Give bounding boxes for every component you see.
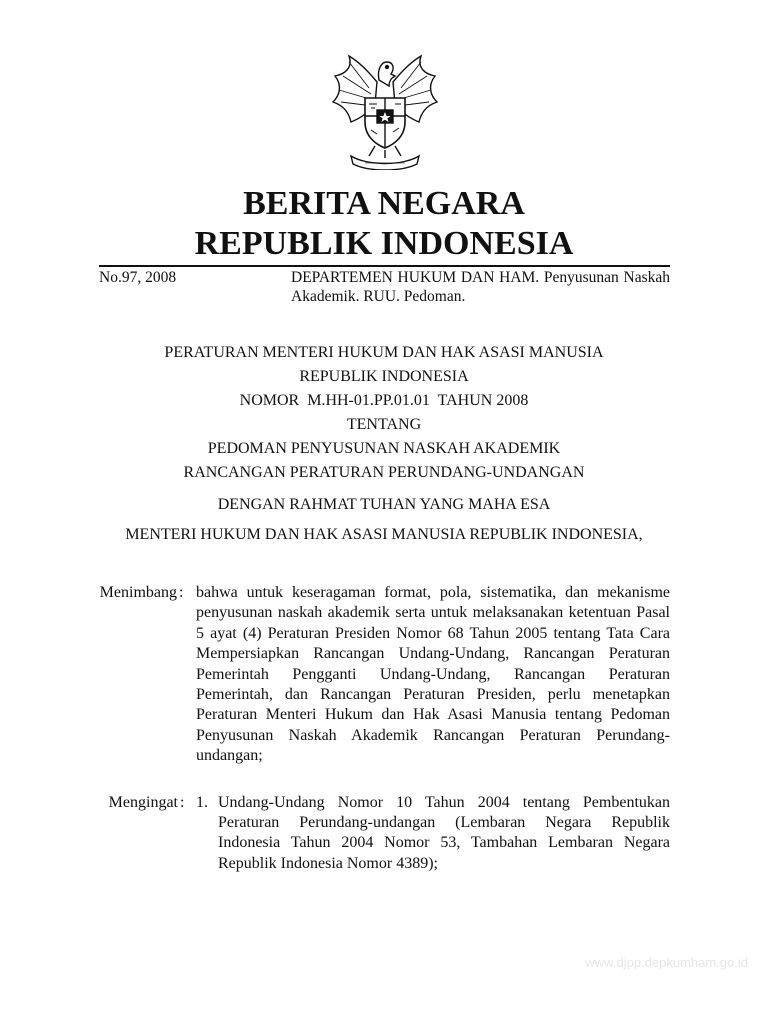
gazette-number: No.97, 2008 bbox=[99, 269, 177, 286]
mengingat-colon: : bbox=[180, 794, 185, 811]
regulation-title-line2: REPUBLIK INDONESIA bbox=[299, 368, 469, 385]
regulation-title-line1: PERATURAN MENTERI HUKUM DAN HAK ASASI MANUSIA bbox=[164, 344, 604, 361]
regulation-tentang: TENTANG bbox=[346, 416, 422, 433]
blessing-line: DENGAN RAHMAT TUHAN YANG MAHA ESA bbox=[217, 496, 551, 513]
menimbang-label: Menimbang bbox=[99, 584, 177, 601]
gazette-title-line2: REPUBLIK INDONESIA bbox=[194, 225, 574, 262]
menimbang-text: bahwa untuk keseragaman format, pola, sistematika, dan mekanisme penyusunan naskah akademik serta untuk melaksanakan ketentuan Pasal 5 ayat (4) Peraturan Presiden Nomor 68 Tahun 2005 tentang Tata Cara Mempersiapkan Rancangan Undang-Undang, Rancangan Peraturan Pemerintah Pengganti Undang-Undang, Rancangan Peraturan Pemerintah, dan Rancangan Peraturan Presiden, perlu menetapkan Peraturan Menteri Hukum dan Hak Asasi Manusia tentang Pedoman Penyusunan Naskah Akademik Rancangan Peraturan Perundang-undangan; bbox=[196, 584, 670, 765]
mengingat-item-text: Undang-Undang Nomor 10 Tahun 2004 tentang Pembentukan Peraturan Perundang-undangan (Lembaran Negara Republik Indonesia Tahun 2004 Nomor 53, Tambahan Lembaran Negara Republik Indonesia Nomor 4389); bbox=[218, 794, 670, 872]
watermark-url: www.djpp.depkumham.go.id bbox=[585, 955, 748, 970]
gazette-title-line1: BERITA NEGARA bbox=[243, 185, 525, 222]
regulation-subject-line1: PEDOMAN PENYUSUNAN NASKAH AKADEMIK bbox=[207, 440, 561, 457]
regulation-number: NOMOR M.HH-01.PP.01.01 TAHUN 2008 bbox=[239, 392, 529, 409]
header-rule bbox=[99, 265, 670, 267]
mengingat-label: Mengingat bbox=[108, 794, 178, 811]
mengingat-item-number: 1. bbox=[196, 794, 208, 811]
garuda-emblem-icon bbox=[329, 52, 441, 170]
regulation-subject-line2: RANCANGAN PERATURAN PERUNDANG-UNDANGAN bbox=[183, 464, 585, 481]
department-subject: DEPARTEMEN HUKUM DAN HAM. Penyusunan Naskah Akademik. RUU. Pedoman. bbox=[291, 269, 670, 305]
minister-line: MENTERI HUKUM DAN HAK ASASI MANUSIA REPUBLIK INDONESIA, bbox=[125, 526, 643, 543]
menimbang-colon: : bbox=[179, 584, 184, 601]
